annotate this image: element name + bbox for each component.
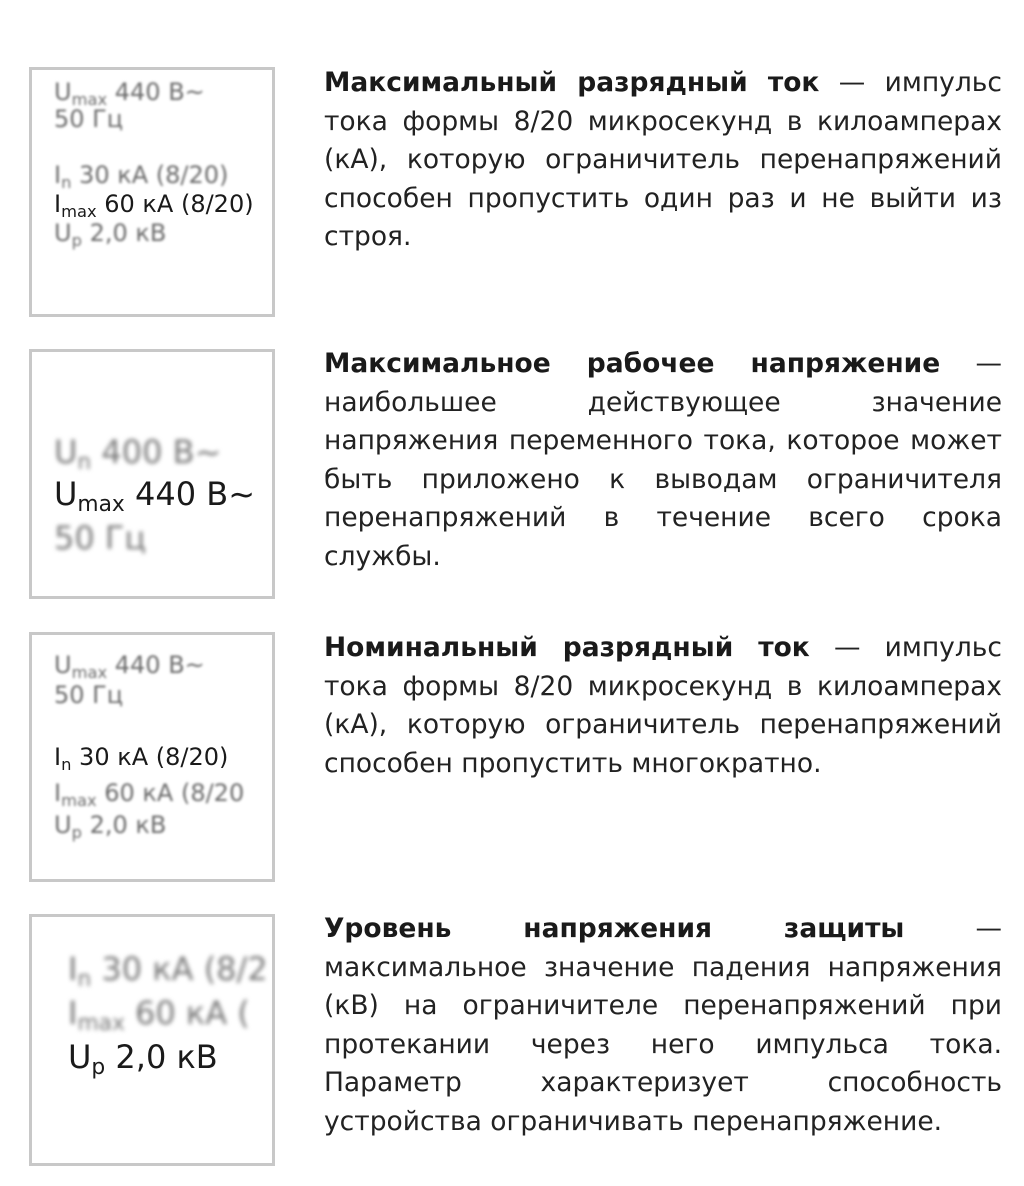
parameter-term: Максимальное рабочее напряжение (324, 348, 941, 379)
label-line: Imax 60 кА (8/20 (54, 779, 245, 810)
parameter-label-card-3 (29, 632, 275, 882)
parameter-definition: — импульс тока формы 8/20 микросекунд в килоамперах (кА), которую ограничитель перенапряжений способен пропустить многократно. (324, 632, 1002, 779)
label-line: Up 2,0 кВ (54, 811, 167, 842)
parameter-definition: — импульс тока формы 8/20 микросекунд в килоамперах (кА), которую ограничитель перенапряжений способен пропустить один раз и не выйти из строя. (324, 67, 1002, 252)
parameter-label-card-2 (29, 349, 275, 599)
parameter-description-4 (324, 910, 1002, 1141)
label-line: Umax 440 В~ (54, 651, 205, 682)
parameter-description-2 (324, 345, 1002, 576)
label-line-highlighted: In 30 кА (8/20) (54, 743, 229, 774)
parameter-definition: — максимальное значение падения напряжения (кВ) на ограничителе перенапряжений при протекании через него импульса тока. Параметр характеризует способность устройства ограничивать перенапряжение. (324, 913, 1002, 1137)
label-line-highlighted: Imax 60 кА (8/20) (54, 190, 254, 221)
label-line: 50 Гц (54, 105, 124, 133)
parameter-term: Уровень напряжения защиты (324, 913, 905, 944)
label-line-highlighted: Umax 440 В~ (54, 475, 255, 518)
label-line: In 30 кА (8/2 (68, 950, 268, 993)
parameter-term: Максимальный разрядный ток (324, 67, 820, 98)
label-line: 50 Гц (54, 519, 147, 557)
label-line-highlighted: Up 2,0 кВ (68, 1038, 218, 1081)
label-line: Up 2,0 кВ (54, 219, 167, 250)
label-line: In 30 кА (8/20) (54, 161, 229, 192)
label-line: Un 400 В~ (54, 433, 222, 476)
parameter-label-card-4 (29, 914, 275, 1166)
parameter-term: Номинальный разрядный ток (324, 632, 810, 663)
parameter-description-1 (324, 64, 1002, 257)
label-line: Umax 440 В~ (54, 78, 205, 109)
parameter-description-3 (324, 629, 1002, 783)
label-line: Imax 60 кА ( (68, 994, 250, 1037)
parameter-label-card-1 (29, 67, 275, 317)
parameter-definition: — наибольшее действующее значение напряжения переменного тока, которое может быть приложено к выводам ограничителя перенапряжений в течение всего срока службы. (324, 348, 1002, 572)
label-line: 50 Гц (54, 681, 124, 709)
